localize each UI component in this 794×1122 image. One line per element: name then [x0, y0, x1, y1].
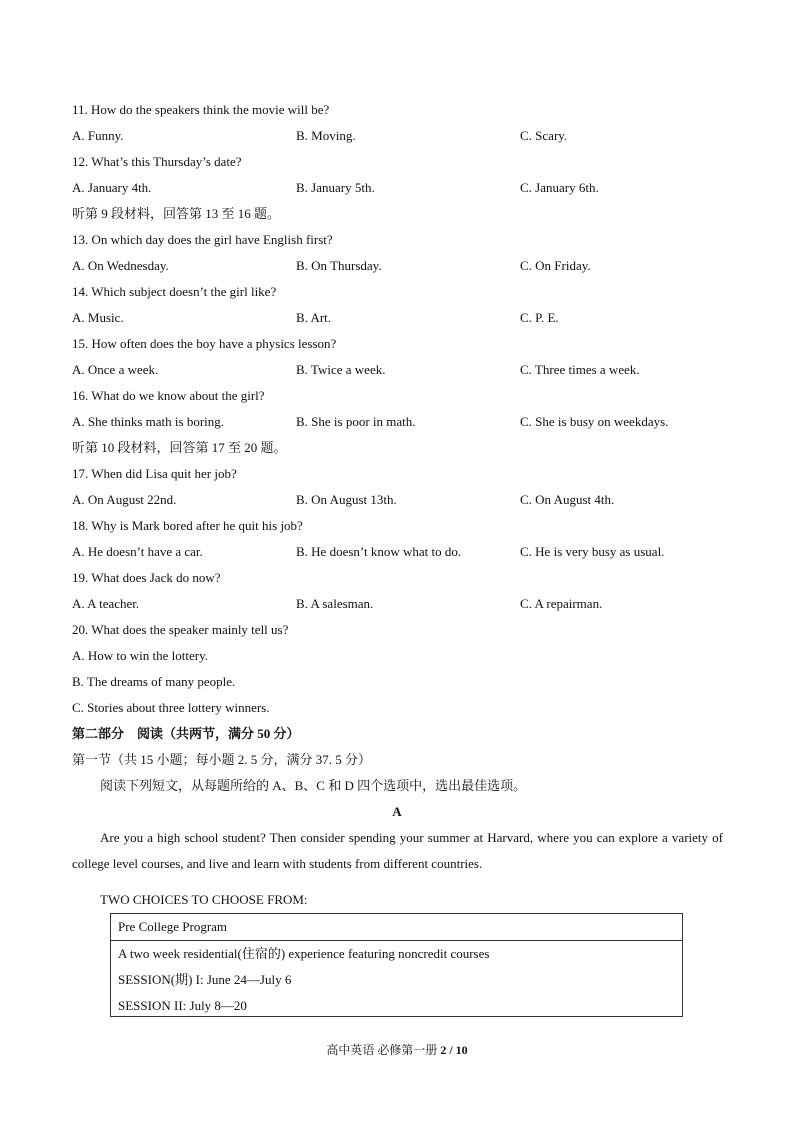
question-15: 15. How often does the boy have a physics lesson?	[72, 336, 337, 351]
option-a: A. Music.	[72, 310, 124, 325]
question-11: 11. How do the speakers think the movie will be?	[72, 102, 330, 117]
section-2-title: 第二部分 阅读（共两节，满分 50 分）	[72, 726, 300, 741]
options-15	[72, 361, 732, 379]
option-c: C. Three times a week.	[520, 362, 640, 377]
option-c: C. He is very busy as usual.	[520, 544, 665, 559]
question-14: 14. Which subject doesn’t the girl like?	[72, 284, 277, 299]
option-c: C. Stories about three lottery winners.	[72, 700, 270, 715]
question-17: 17. When did Lisa quit her job?	[72, 466, 237, 481]
option-c: C. On Friday.	[520, 258, 591, 273]
options-11	[72, 127, 732, 145]
option-b: B. Twice a week.	[296, 362, 386, 377]
section-2-subtitle: 第一节（共 15 小题；每小题 2. 5 分，满分 37. 5 分）	[72, 752, 372, 767]
options-17	[72, 491, 732, 509]
options-16	[72, 413, 732, 431]
option-b: B. Moving.	[296, 128, 356, 143]
option-c: C. She is busy on weekdays.	[520, 414, 669, 429]
option-c: C. Scary.	[520, 128, 568, 143]
question-20: 20. What does the speaker mainly tell us?	[72, 622, 289, 637]
passage-label: A	[392, 804, 402, 819]
option-c: C. A repairman.	[520, 596, 603, 611]
option-b: B. A salesman.	[296, 596, 374, 611]
option-b: B. The dreams of many people.	[72, 674, 236, 689]
question-13: 13. On which day does the girl have English first?	[72, 232, 333, 247]
option-b: B. On August 13th.	[296, 492, 397, 507]
program-table	[110, 913, 683, 1017]
option-c: C. January 6th.	[520, 180, 599, 195]
passage-paragraph	[72, 825, 723, 877]
option-a: A. A teacher.	[72, 596, 140, 611]
option-a: A. January 4th.	[72, 180, 152, 195]
question-19: 19. What does Jack do now?	[72, 570, 221, 585]
page-footer	[0, 1041, 794, 1058]
option-a: A. How to win the lottery.	[72, 648, 208, 663]
table-header: Pre College Program	[118, 919, 228, 934]
option-a: A. On August 22nd.	[72, 492, 177, 507]
option-b: B. January 5th.	[296, 180, 375, 195]
footer-text: 高中英语 必修第一册	[326, 1043, 441, 1057]
option-a: A. Funny.	[72, 128, 124, 143]
options-12	[72, 179, 732, 197]
question-12: 12. What’s this Thursday’s date?	[72, 154, 242, 169]
instruction-material-10: 听第 10 段材料，回答第 17 至 20 题。	[72, 440, 287, 455]
option-a: A. On Wednesday.	[72, 258, 169, 273]
options-13	[72, 257, 732, 275]
table-row: A two week residential(住宿的) experience featuring noncredit courses	[118, 946, 490, 961]
passage-text: Are you a high school student? Then consider spending your summer at Harvard, where you can explore a variety of college level courses, and live and learn with students from different countries.	[72, 830, 723, 871]
table-header-row	[111, 914, 682, 941]
option-b: B. On Thursday.	[296, 258, 382, 273]
option-a: A. She thinks math is boring.	[72, 414, 225, 429]
instruction-material-9: 听第 9 段材料，回答第 13 至 16 题。	[72, 206, 281, 221]
option-b: B. Art.	[296, 310, 332, 325]
question-16: 16. What do we know about the girl?	[72, 388, 265, 403]
option-b: B. He doesn’t know what to do.	[296, 544, 462, 559]
page-number: 2 / 10	[440, 1043, 468, 1057]
option-a: A. Once a week.	[72, 362, 159, 377]
options-19	[72, 595, 732, 613]
options-18	[72, 543, 732, 561]
option-b: B. She is poor in math.	[296, 414, 416, 429]
options-14	[72, 309, 732, 327]
choices-heading: TWO CHOICES TO CHOOSE FROM:	[100, 892, 308, 907]
option-c: C. P. E.	[520, 310, 559, 325]
table-row: SESSION II: July 8—20	[118, 998, 247, 1013]
table-row: SESSION(期) I: June 24—July 6	[118, 972, 292, 987]
section-2-direction: 阅读下列短文，从每题所给的 A、B、C 和 D 四个选项中，选出最佳选项。	[100, 778, 527, 793]
question-18: 18. Why is Mark bored after he quit his job?	[72, 518, 303, 533]
option-a: A. He doesn’t have a car.	[72, 544, 203, 559]
option-c: C. On August 4th.	[520, 492, 615, 507]
